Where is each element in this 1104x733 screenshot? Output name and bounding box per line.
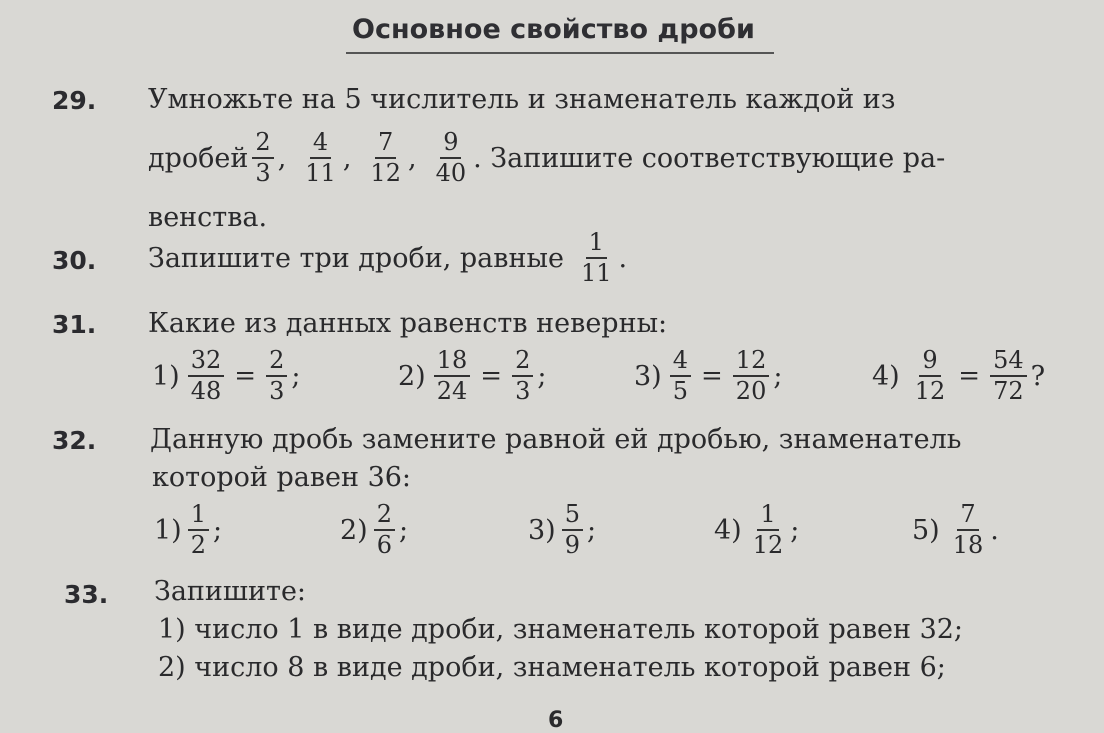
fraction: [670, 348, 691, 404]
fraction: [374, 502, 395, 558]
fraction: [302, 130, 339, 186]
separator: ;: [790, 514, 800, 546]
problem-29-line3: венства.: [148, 202, 268, 233]
period: .: [618, 242, 628, 274]
separator: ;: [291, 360, 301, 392]
denominator: 12: [914, 377, 946, 406]
denominator: 20: [735, 377, 767, 406]
problem-30-number: 30.: [52, 246, 97, 275]
option-label: 4): [872, 360, 900, 392]
problem-30-text: Запишите три дроби, равные: [148, 242, 564, 274]
fraction: [433, 130, 470, 186]
denominator: 3: [515, 377, 531, 406]
problem-29-line2: [148, 130, 945, 186]
problem-33-number: 33.: [64, 580, 109, 609]
fraction: [912, 348, 949, 404]
denominator: 11: [305, 159, 336, 188]
denominator: 9: [564, 531, 580, 560]
denominator: 12: [370, 159, 401, 188]
numerator: 7: [375, 130, 396, 159]
problem-33-item1: 1) число 1 в виде дроби, знаменатель которой равен 32;: [158, 614, 964, 645]
fraction-option: [340, 502, 408, 558]
numerator: 2: [266, 348, 287, 377]
numerator: 1: [188, 502, 209, 531]
equality-option: [872, 348, 1045, 404]
denominator: 24: [436, 377, 468, 406]
numerator: 18: [434, 348, 471, 377]
separator: ;: [587, 514, 597, 546]
problem-29-post: . Запишите соответствующие ра-: [473, 142, 946, 174]
fraction: [188, 502, 209, 558]
fraction: [990, 348, 1027, 404]
option-label: 1): [152, 360, 180, 392]
numerator: 5: [562, 502, 583, 531]
separator: ;: [213, 514, 223, 546]
equals-sign: =: [958, 361, 981, 392]
fraction-option: [154, 502, 222, 558]
option-label: 3): [528, 514, 556, 546]
equality-option: [398, 348, 546, 404]
fraction: [950, 502, 987, 558]
numerator: 4: [310, 130, 331, 159]
option-label: 2): [340, 514, 368, 546]
problem-31-text: Какие из данных равенств неверны:: [148, 308, 668, 339]
separator: ;: [773, 360, 783, 392]
comma: ,: [342, 142, 352, 174]
denominator: 2: [190, 531, 206, 560]
fraction: [578, 230, 615, 286]
numerator: 54: [990, 348, 1027, 377]
option-label: 1): [154, 514, 182, 546]
numerator: 2: [252, 130, 273, 159]
fraction: [252, 130, 273, 186]
denominator: 12: [752, 531, 784, 560]
problem-33-item2: 2) число 8 в виде дроби, знаменатель которой равен 6;: [158, 652, 946, 683]
fraction-option: [714, 502, 799, 558]
problem-32-number: 32.: [52, 426, 97, 455]
option-label: 5): [912, 514, 940, 546]
numerator: 9: [919, 348, 940, 377]
problem-29-pre: дробей: [148, 142, 249, 174]
equals-sign: =: [480, 361, 503, 392]
fraction: [733, 348, 770, 404]
fraction: [750, 502, 787, 558]
comma: ,: [277, 142, 287, 174]
page-number: 6: [548, 708, 564, 733]
fraction: [434, 348, 471, 404]
problem-29-line1: Умножьте на 5 числитель и знаменатель каждой из: [148, 84, 896, 115]
problem-31-number: 31.: [52, 310, 97, 339]
separator: ;: [537, 360, 547, 392]
option-label: 2): [398, 360, 426, 392]
question-mark: ?: [1030, 360, 1046, 392]
denominator: 40: [435, 159, 467, 188]
denominator: 6: [376, 531, 392, 560]
fraction: [266, 348, 287, 404]
numerator: 7: [957, 502, 978, 531]
numerator: 4: [670, 348, 691, 377]
denominator: 3: [255, 159, 271, 188]
numerator: 1: [757, 502, 778, 531]
section-title: Основное свойство дроби: [352, 14, 755, 45]
numerator: 32: [188, 348, 225, 377]
numerator: 9: [440, 130, 461, 159]
separator: ;: [399, 514, 409, 546]
option-label: 3): [634, 360, 662, 392]
numerator: 2: [374, 502, 395, 531]
numerator: 2: [512, 348, 533, 377]
denominator: 11: [580, 259, 612, 288]
option-label: 4): [714, 514, 742, 546]
title-underline: [346, 52, 774, 54]
equals-sign: =: [701, 361, 723, 392]
fraction-option: [528, 502, 596, 558]
problem-30-line: [148, 230, 627, 286]
equals-sign: =: [234, 361, 257, 392]
comma: ,: [407, 142, 417, 174]
fraction: [512, 348, 533, 404]
problem-33-text: Запишите:: [154, 576, 307, 607]
denominator: 18: [952, 531, 984, 560]
period: .: [990, 514, 999, 546]
fraction-option: [912, 502, 999, 558]
problem-29-number: 29.: [52, 86, 97, 115]
denominator: 48: [190, 377, 222, 406]
denominator: 3: [269, 377, 285, 406]
numerator: 1: [586, 230, 607, 259]
problem-32-line1: Данную дробь замените равной ей дробью, знаменатель: [150, 424, 962, 455]
problem-32-line2: которой равен 36:: [152, 462, 412, 493]
denominator: 72: [993, 377, 1024, 406]
fraction: [188, 348, 225, 404]
fraction: [562, 502, 583, 558]
fraction: [367, 130, 404, 186]
equality-option: [152, 348, 300, 404]
equality-option: [634, 348, 782, 404]
denominator: 5: [672, 377, 688, 406]
numerator: 12: [733, 348, 770, 377]
